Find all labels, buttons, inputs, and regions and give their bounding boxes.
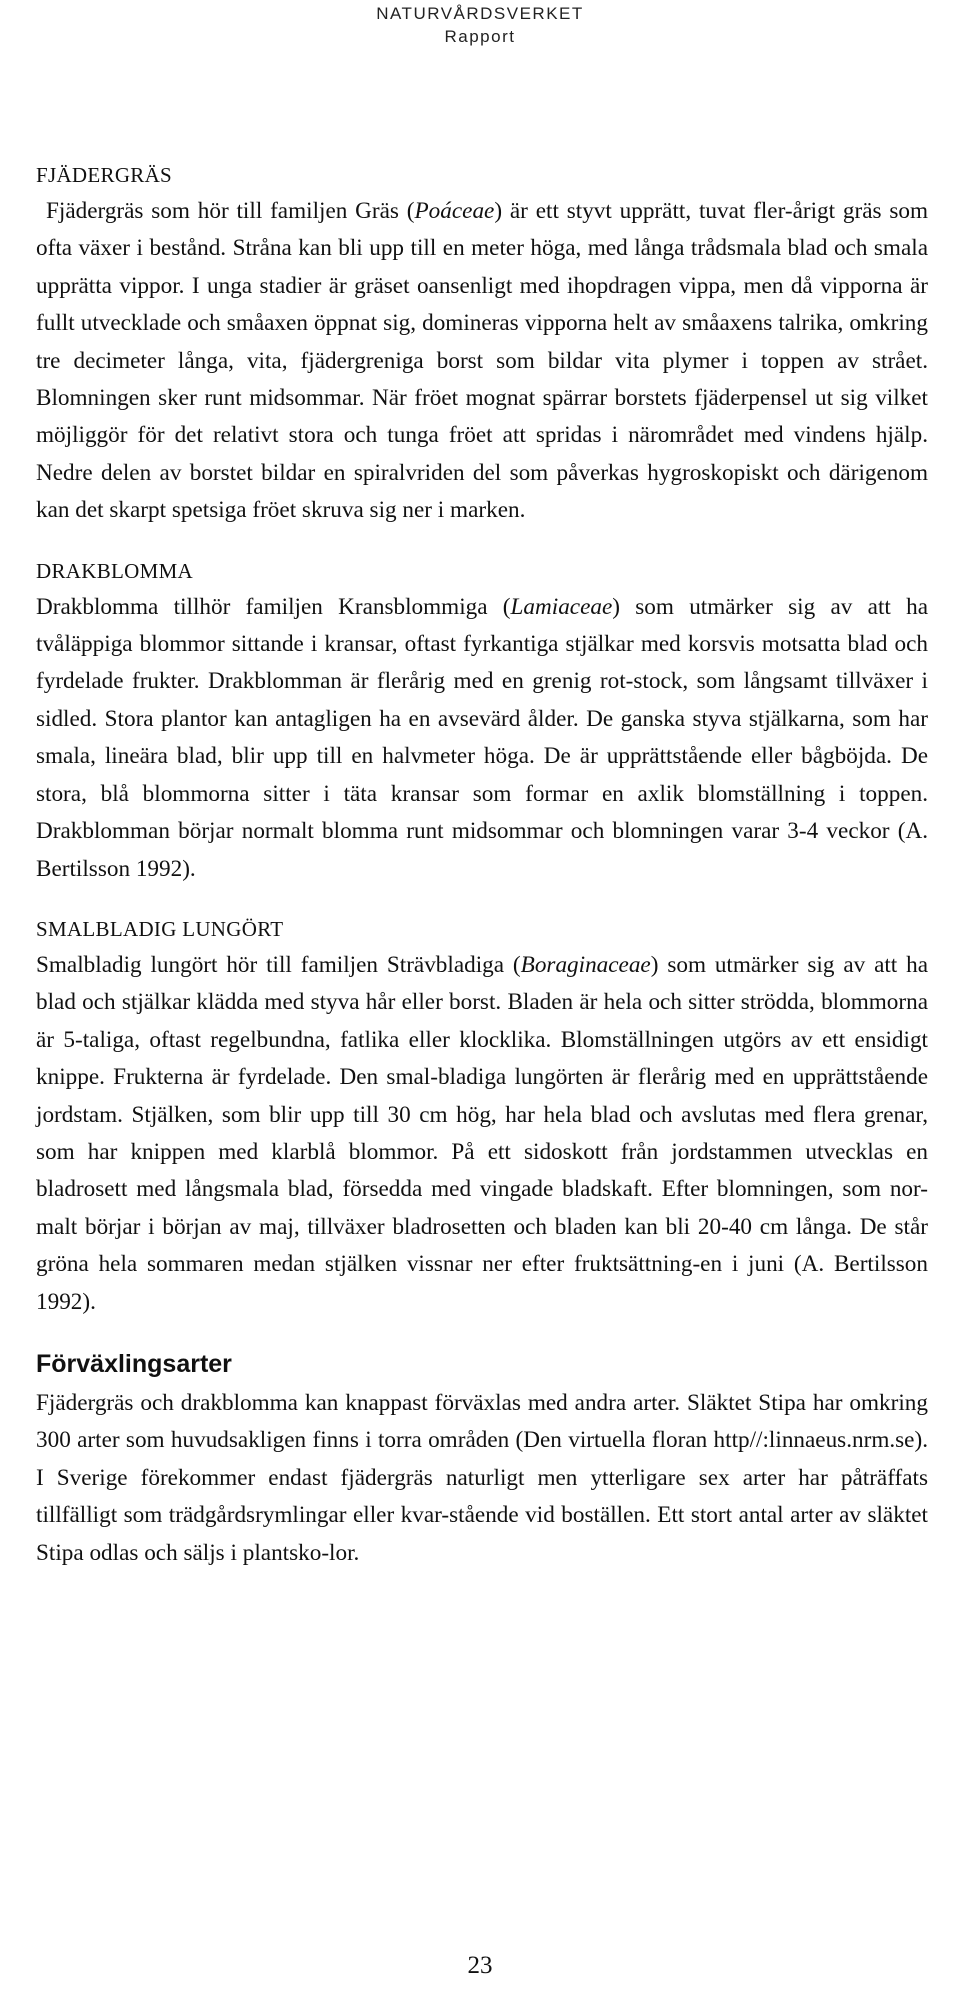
section-title: DRAKBLOMMA [36, 558, 194, 583]
section-paragraph [36, 947, 928, 1321]
document-type: Rapport [444, 27, 516, 46]
page-header [0, 0, 960, 48]
section-title: FJÄDERGRÄS [36, 163, 173, 187]
section-forvaxlingsarter [36, 1347, 928, 1572]
section-title: SMALBLADIG LUNGÖRT [36, 916, 284, 941]
section-paragraph [36, 193, 928, 530]
section-paragraph [36, 589, 928, 888]
family-name-latin: Boraginaceae [520, 951, 651, 978]
section-fjadergras [36, 160, 928, 530]
section-heading: Förväxlingsarter [36, 1349, 232, 1378]
section-paragraph: Fjädergräs och drakblomma kan knappast förväxlas med andra arter. Släktet Stipa har omkring 300 arter som huvudsakligen finns i torra områden (Den virtuella floran http//:linnaeus.nrm.se). I Sverige förekommer endast fjädergräs naturligt men ytterligare sex arter har påträffats tillfälligt som trädgårdsrymlingar eller kvar-stående vid boställen. Ett stort antal arter av släktet Stipa odlas och säljs i plantsko-lor. [36, 1389, 928, 1566]
paragraph-text: Smalbladig lungört hör till familjen Strävbladiga ( [36, 951, 521, 978]
family-name-latin: Lamiaceae [510, 593, 613, 620]
page-number: 23 [467, 1952, 493, 1979]
section-drakblomma [36, 556, 928, 888]
family-name-latin: Poáceae [414, 198, 495, 224]
agency-name: NATURVÅRDSVERKET [376, 4, 584, 23]
paragraph-text: Drakblomma tillhör familjen Kransblommiga ( [36, 593, 511, 620]
page-content [36, 160, 928, 1598]
section-smalbladig-lungort [36, 914, 928, 1321]
paragraph-text: ) är ett styvt upprätt, tuvat fler-årigt gräs som ofta växer i bestånd. Stråna kan bli upp till en meter höga, med långa trådsmala blad och smala upprätta vippor. I unga stadier är gräset oansenligt med ihopdragen vippa, men då vipporna är fullt utvecklade och småaxen öppnat sig, domineras vipporna helt av småaxens talrika, omkring tre decimeter långa, vita, fjädergreniga borst som bildar vita plymer i toppen av strået. Blomningen sker runt midsommar. När fröet mognat spärrar borstets fjäderpensel ut sig vilket möjliggör för det relativt stora och tunga fröet att spridas i närområdet med vindens hjälp. Nedre delen av borstet bildar en spiralvriden del som påverkas hygroskopiskt och därigenom kan det skarpt spetsiga fröet skruva sig ner i marken. [36, 198, 929, 524]
paragraph-text: ) som utmärker sig av att ha tvåläppiga blommor sittande i kransar, oftast fyrkantiga stjälkar med korsvis motsatta blad och fyrdelade frukter. Drakblomman är flerårig med en grenig rot-stock, som långsamt tillväxer i sidled. Stora plantor kan antagligen ha en avsevärd ålder. De ganska styva stjälkarna, som har smala, lineära blad, blir upp till en halvmeter höga. De är upprättstående eller bågböjda. De stora, blå blommorna sitter i täta kransar som formar en axlik blomställning i toppen. Drakblomman börjar normalt blomma runt midsommar och blomningen varar 3-4 veckor (A. Bertilsson 1992). [36, 593, 928, 882]
paragraph-text: Fjädergräs som hör till familjen Gräs ( [46, 198, 415, 224]
paragraph-text: ) som utmärker sig av att ha blad och stjälkar klädda med styva hår eller borst. Bladen är hela och sitter strödda, blommorna är 5-taliga, oftast regelbundna, fatlika eller klocklika. Blomställningen utgörs av ett ensidigt knippe. Frukterna är fyrdelade. Den smal-bladiga lungörten är flerårig med en upprättstående jordstam. Stjälken, som blir upp till 30 cm hög, har hela blad och avslutas med flera grenar, som har knippen med klarblå blommor. På ett sidoskott från jordstammen utvecklas en bladrosett med långsmala blad, försedda med vingade bladskaft. Efter blomningen, som nor-malt börjar i början av maj, tillväxer bladrosetten och bladen kan bli 20-40 cm långa. De står gröna hela sommaren medan stjälken vissnar ner efter fruktsättning-en i juni (A. Bertilsson 1992). [36, 951, 928, 1315]
